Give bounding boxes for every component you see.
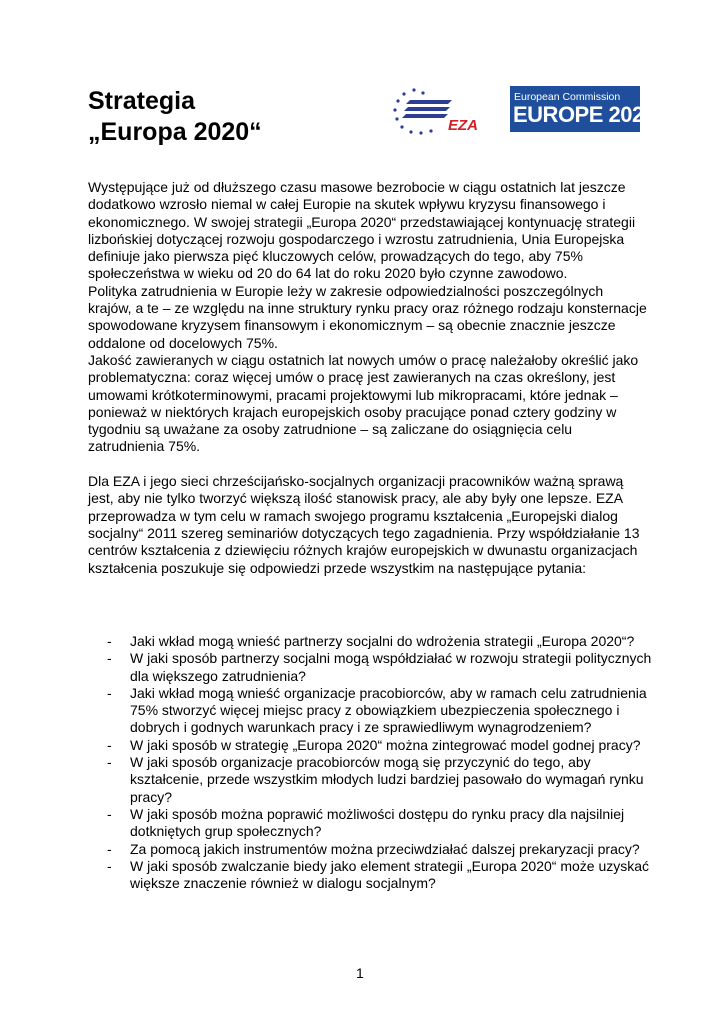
list-item-text: Jaki wkład mogą wnieść organizacje pracobiorców, aby w ramach celu zatrudnienia 75% stworzyć więcej miejsc pracy z obowiązkiem ubezpieczenia społecznego i dobrych i godnych warunkach pracy i ze sprawiedliwym wynagrodzeniem? [130,684,647,736]
list-item-text: W jaki sposób organizacje pracobiorców mogą się przyczynić do tego, aby kształcenie, przede wszystkim młodych ludzi bardziej pasowało do wymagań rynku pracy? [130,754,644,805]
paragraph: Jakość zawieranych w ciągu ostatnich lat nowych umów o pracę należałoby określić jako problematyczna: coraz więcej umów o pracę jest zawieranych na czas określony, jest umowami krótkoterminowymi, pracami projektowymi lub mikropracami, które jednak – ponieważ w niektórych krajach europejskich osoby pracujące ponad cztery godziny w tygodniu są uważane za osoby zatrudnione – są zaliczane do osiągnięcia celu zatrudnienia 75%. [88,351,639,455]
list-item [107,806,655,841]
list-bullet: - [107,840,112,857]
list-item-text: W jaki sposób zwalczanie biedy jako element strategii „Europa 2020“ może uzyskać większe znaczenie również w dialogu socjalnym? [130,857,650,892]
title-line-1: Strategia [88,87,195,115]
list-item [107,685,655,737]
list-item [107,858,655,893]
list-item-text: Jaki wkład mogą wnieść partnerzy socjalni do wdrożenia strategii „Europa 2020“? [130,633,635,649]
list-bullet: - [107,857,112,874]
eza-stripes [402,100,452,118]
list-item [107,650,655,685]
list-bullet: - [107,736,112,753]
eza-star-ring [393,88,432,134]
paragraph: Dla EZA i jego sieci chrześcijańsko-socjalnych organizacji pracowników ważną sprawą jest, aby nie tylko tworzyć większą ilość stanowisk pracy, ale aby były one lepsze. EZA przeprowadza w tym celu w ramach swojego programu kształcenia „Europejski dialog socjalny“ 2011 szereg seminariów dotyczących tego zagadnienia. Przy współdziałanie 13 centrów kształcenia z dziewięciu różnych krajów europejskich w dwunastu organizacjach kształcenia poszukuje się odpowiedzi przede wszystkim na następujące pytania: [88,473,640,576]
page-title [88,86,262,148]
list-bullet: - [107,754,112,771]
list-bullet: - [107,633,112,649]
eza-logo-text: EZA [448,117,478,134]
title-line-2: „Europa 2020“ [88,118,262,146]
list-item-text: W jaki sposób partnerzy socjalni mogą współdziałać w rozwoju strategii politycznych dla większego zatrudnienia? [130,650,652,684]
european-commission-logo [510,86,656,132]
list-item [107,754,655,806]
list-bullet: - [107,650,112,667]
eza-logo [390,86,490,136]
list-item-text: Za pomocą jakich instrumentów można przeciwdziałać dalszej prekaryzacji pracy? [130,840,640,857]
paragraph: Polityka zatrudnienia w Europie leży w zakresie odpowiedzialności poszczególnych krajów, a te – ze względu na inne struktury rynku pracy oraz różnego rodzaju konsternacje spowodowane kryzysem finansowym i ekonomicznym – są obecnie znacznie jeszcze oddalone od docelowych 75%. [88,282,647,351]
ec-logo-bottom-text: EUROPE 2020 [513,102,656,127]
list-item-text: W jaki sposób można poprawić możliwości dostępu do rynku pracy dla najsilniej dotkniętych grup społecznych? [130,805,625,840]
paragraph: Występujące już od dłuższego czasu masowe bezrobocie w ciągu ostatnich lat jeszcze dodatkowo wzrosło niemal w całej Europie na skutek wpływu kryzysu finansowego i ekonomicznego. W swojej strategii „Europa 2020“ przedstawiającej kontynuację strategii lizbońskiej dotyczącej rozwoju gospodarczego i wzrostu zatrudnienia, Unia Europejska definiuje jako pierwsza pięć kluczowych celów, prowadzących do tego, aby 75% społeczeństwa w wieku od 20 do 64 lat do roku 2020 było czynne zawodowo. [88,179,636,282]
questions-list [107,633,655,892]
list-item [107,633,655,650]
list-item [107,737,655,754]
list-bullet: - [107,684,112,701]
list-bullet: - [107,805,112,822]
body-text [88,179,648,577]
list-item-text: W jaki sposób w strategię „Europa 2020“ można zintegrować model godnej pracy? [130,736,641,753]
ec-logo-top-text: European Commission [514,91,621,103]
page-number: 1 [356,965,364,981]
list-item [107,841,655,858]
